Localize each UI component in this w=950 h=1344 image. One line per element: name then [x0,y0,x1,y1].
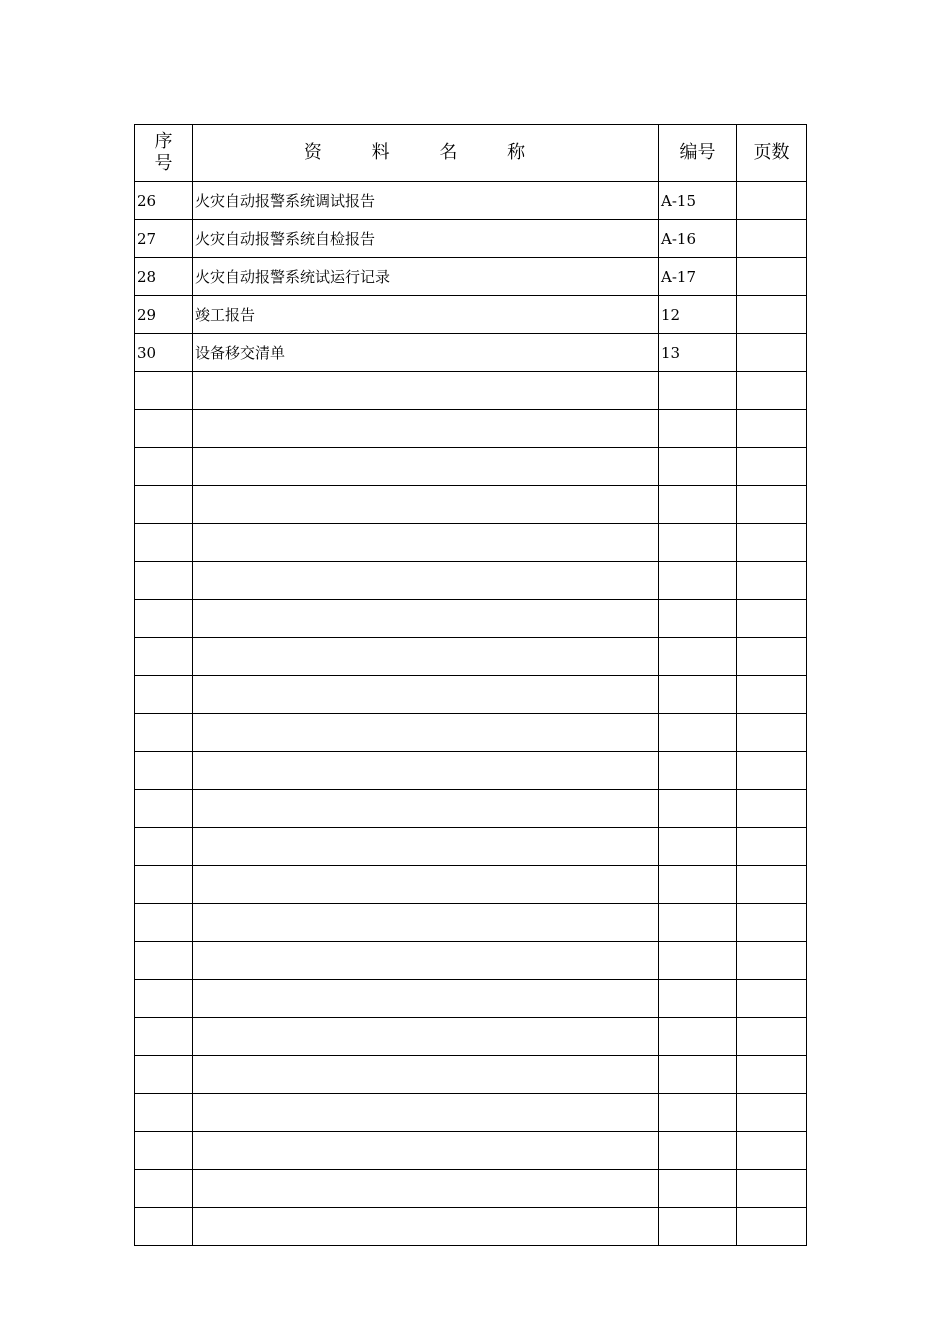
header-code: 编号 [659,125,737,182]
row-seq [135,638,193,676]
row-code [659,410,737,448]
row-name [193,1094,659,1132]
row-pages [737,942,807,980]
row-seq [135,1132,193,1170]
header-name: 资 料 名 称 [193,125,659,182]
row-seq [135,600,193,638]
row-name: 竣工报告 [193,296,659,334]
row-pages [737,448,807,486]
table-row [135,1018,807,1056]
row-code: 12 [659,296,737,334]
row-seq [135,372,193,410]
table-row [135,1132,807,1170]
row-name: 火灾自动报警系统自检报告 [193,220,659,258]
row-name [193,1170,659,1208]
row-pages [737,524,807,562]
row-code: A-16 [659,220,737,258]
table-row [135,942,807,980]
row-code [659,372,737,410]
table-row [135,258,807,296]
table-row [135,904,807,942]
row-name [193,410,659,448]
row-name: 火灾自动报警系统试运行记录 [193,258,659,296]
row-pages [737,714,807,752]
row-seq: 27 [135,220,193,258]
row-code: 13 [659,334,737,372]
row-code [659,1018,737,1056]
row-code [659,828,737,866]
table-row [135,372,807,410]
row-pages [737,182,807,220]
document-index-table [134,124,807,1246]
row-seq [135,942,193,980]
row-code [659,1132,737,1170]
row-name [193,486,659,524]
row-seq [135,448,193,486]
header-seq-line2: 号 [154,153,173,174]
row-pages [737,258,807,296]
row-pages [737,676,807,714]
table-header-row [135,125,807,182]
row-code [659,1208,737,1246]
row-code [659,1056,737,1094]
row-pages [737,1056,807,1094]
table-row [135,334,807,372]
row-code [659,942,737,980]
row-seq [135,752,193,790]
row-pages [737,600,807,638]
row-name [193,524,659,562]
row-seq [135,1018,193,1056]
row-name [193,600,659,638]
row-code [659,562,737,600]
row-seq [135,828,193,866]
row-pages [737,296,807,334]
table-row [135,1170,807,1208]
row-name: 火灾自动报警系统调试报告 [193,182,659,220]
row-name [193,638,659,676]
row-seq [135,1170,193,1208]
header-seq-line1: 序 [154,131,173,152]
row-pages [737,1208,807,1246]
table-row [135,524,807,562]
row-code [659,790,737,828]
row-seq [135,562,193,600]
row-seq: 30 [135,334,193,372]
row-code [659,676,737,714]
table-row [135,638,807,676]
row-code [659,600,737,638]
row-name [193,1208,659,1246]
row-name [193,904,659,942]
table-row [135,296,807,334]
row-name [193,562,659,600]
row-pages [737,1170,807,1208]
row-seq: 26 [135,182,193,220]
row-pages [737,980,807,1018]
row-pages [737,866,807,904]
row-pages [737,1018,807,1056]
row-name [193,372,659,410]
row-name [193,866,659,904]
row-name [193,1132,659,1170]
row-pages [737,638,807,676]
table-row [135,562,807,600]
row-pages [737,790,807,828]
row-name [193,942,659,980]
row-pages [737,486,807,524]
row-code [659,752,737,790]
row-seq [135,980,193,1018]
row-name [193,714,659,752]
row-name [193,448,659,486]
table-row [135,980,807,1018]
row-pages [737,1132,807,1170]
row-pages [737,220,807,258]
row-name [193,752,659,790]
row-seq [135,1094,193,1132]
row-pages [737,334,807,372]
row-name [193,676,659,714]
table-row [135,1208,807,1246]
row-code [659,448,737,486]
row-name [193,980,659,1018]
row-seq [135,1056,193,1094]
table-row [135,1056,807,1094]
table-row [135,600,807,638]
row-seq [135,904,193,942]
table-row [135,714,807,752]
row-name [193,1018,659,1056]
row-name [193,828,659,866]
row-seq [135,410,193,448]
row-seq [135,676,193,714]
row-code [659,714,737,752]
row-pages [737,752,807,790]
row-seq: 29 [135,296,193,334]
row-code [659,1094,737,1132]
row-seq [135,486,193,524]
table-row [135,1094,807,1132]
row-code [659,638,737,676]
table-row [135,410,807,448]
header-pages: 页数 [737,125,807,182]
row-code [659,866,737,904]
row-seq: 28 [135,258,193,296]
table-body [135,182,807,1246]
row-code [659,980,737,1018]
row-pages [737,372,807,410]
row-code [659,486,737,524]
row-pages [737,1094,807,1132]
row-name [193,790,659,828]
table-row [135,486,807,524]
row-seq [135,790,193,828]
row-seq [135,524,193,562]
row-name: 设备移交清单 [193,334,659,372]
row-pages [737,562,807,600]
row-code [659,904,737,942]
row-seq [135,1208,193,1246]
table-row [135,866,807,904]
table-row [135,448,807,486]
table-row [135,220,807,258]
table-row [135,182,807,220]
row-pages [737,410,807,448]
row-seq [135,714,193,752]
row-code: A-17 [659,258,737,296]
row-code: A-15 [659,182,737,220]
table-row [135,752,807,790]
table-row [135,828,807,866]
table-row [135,790,807,828]
row-seq [135,866,193,904]
header-seq [135,125,193,182]
row-code [659,1170,737,1208]
row-pages [737,828,807,866]
row-code [659,524,737,562]
row-pages [737,904,807,942]
row-name [193,1056,659,1094]
table-row [135,676,807,714]
